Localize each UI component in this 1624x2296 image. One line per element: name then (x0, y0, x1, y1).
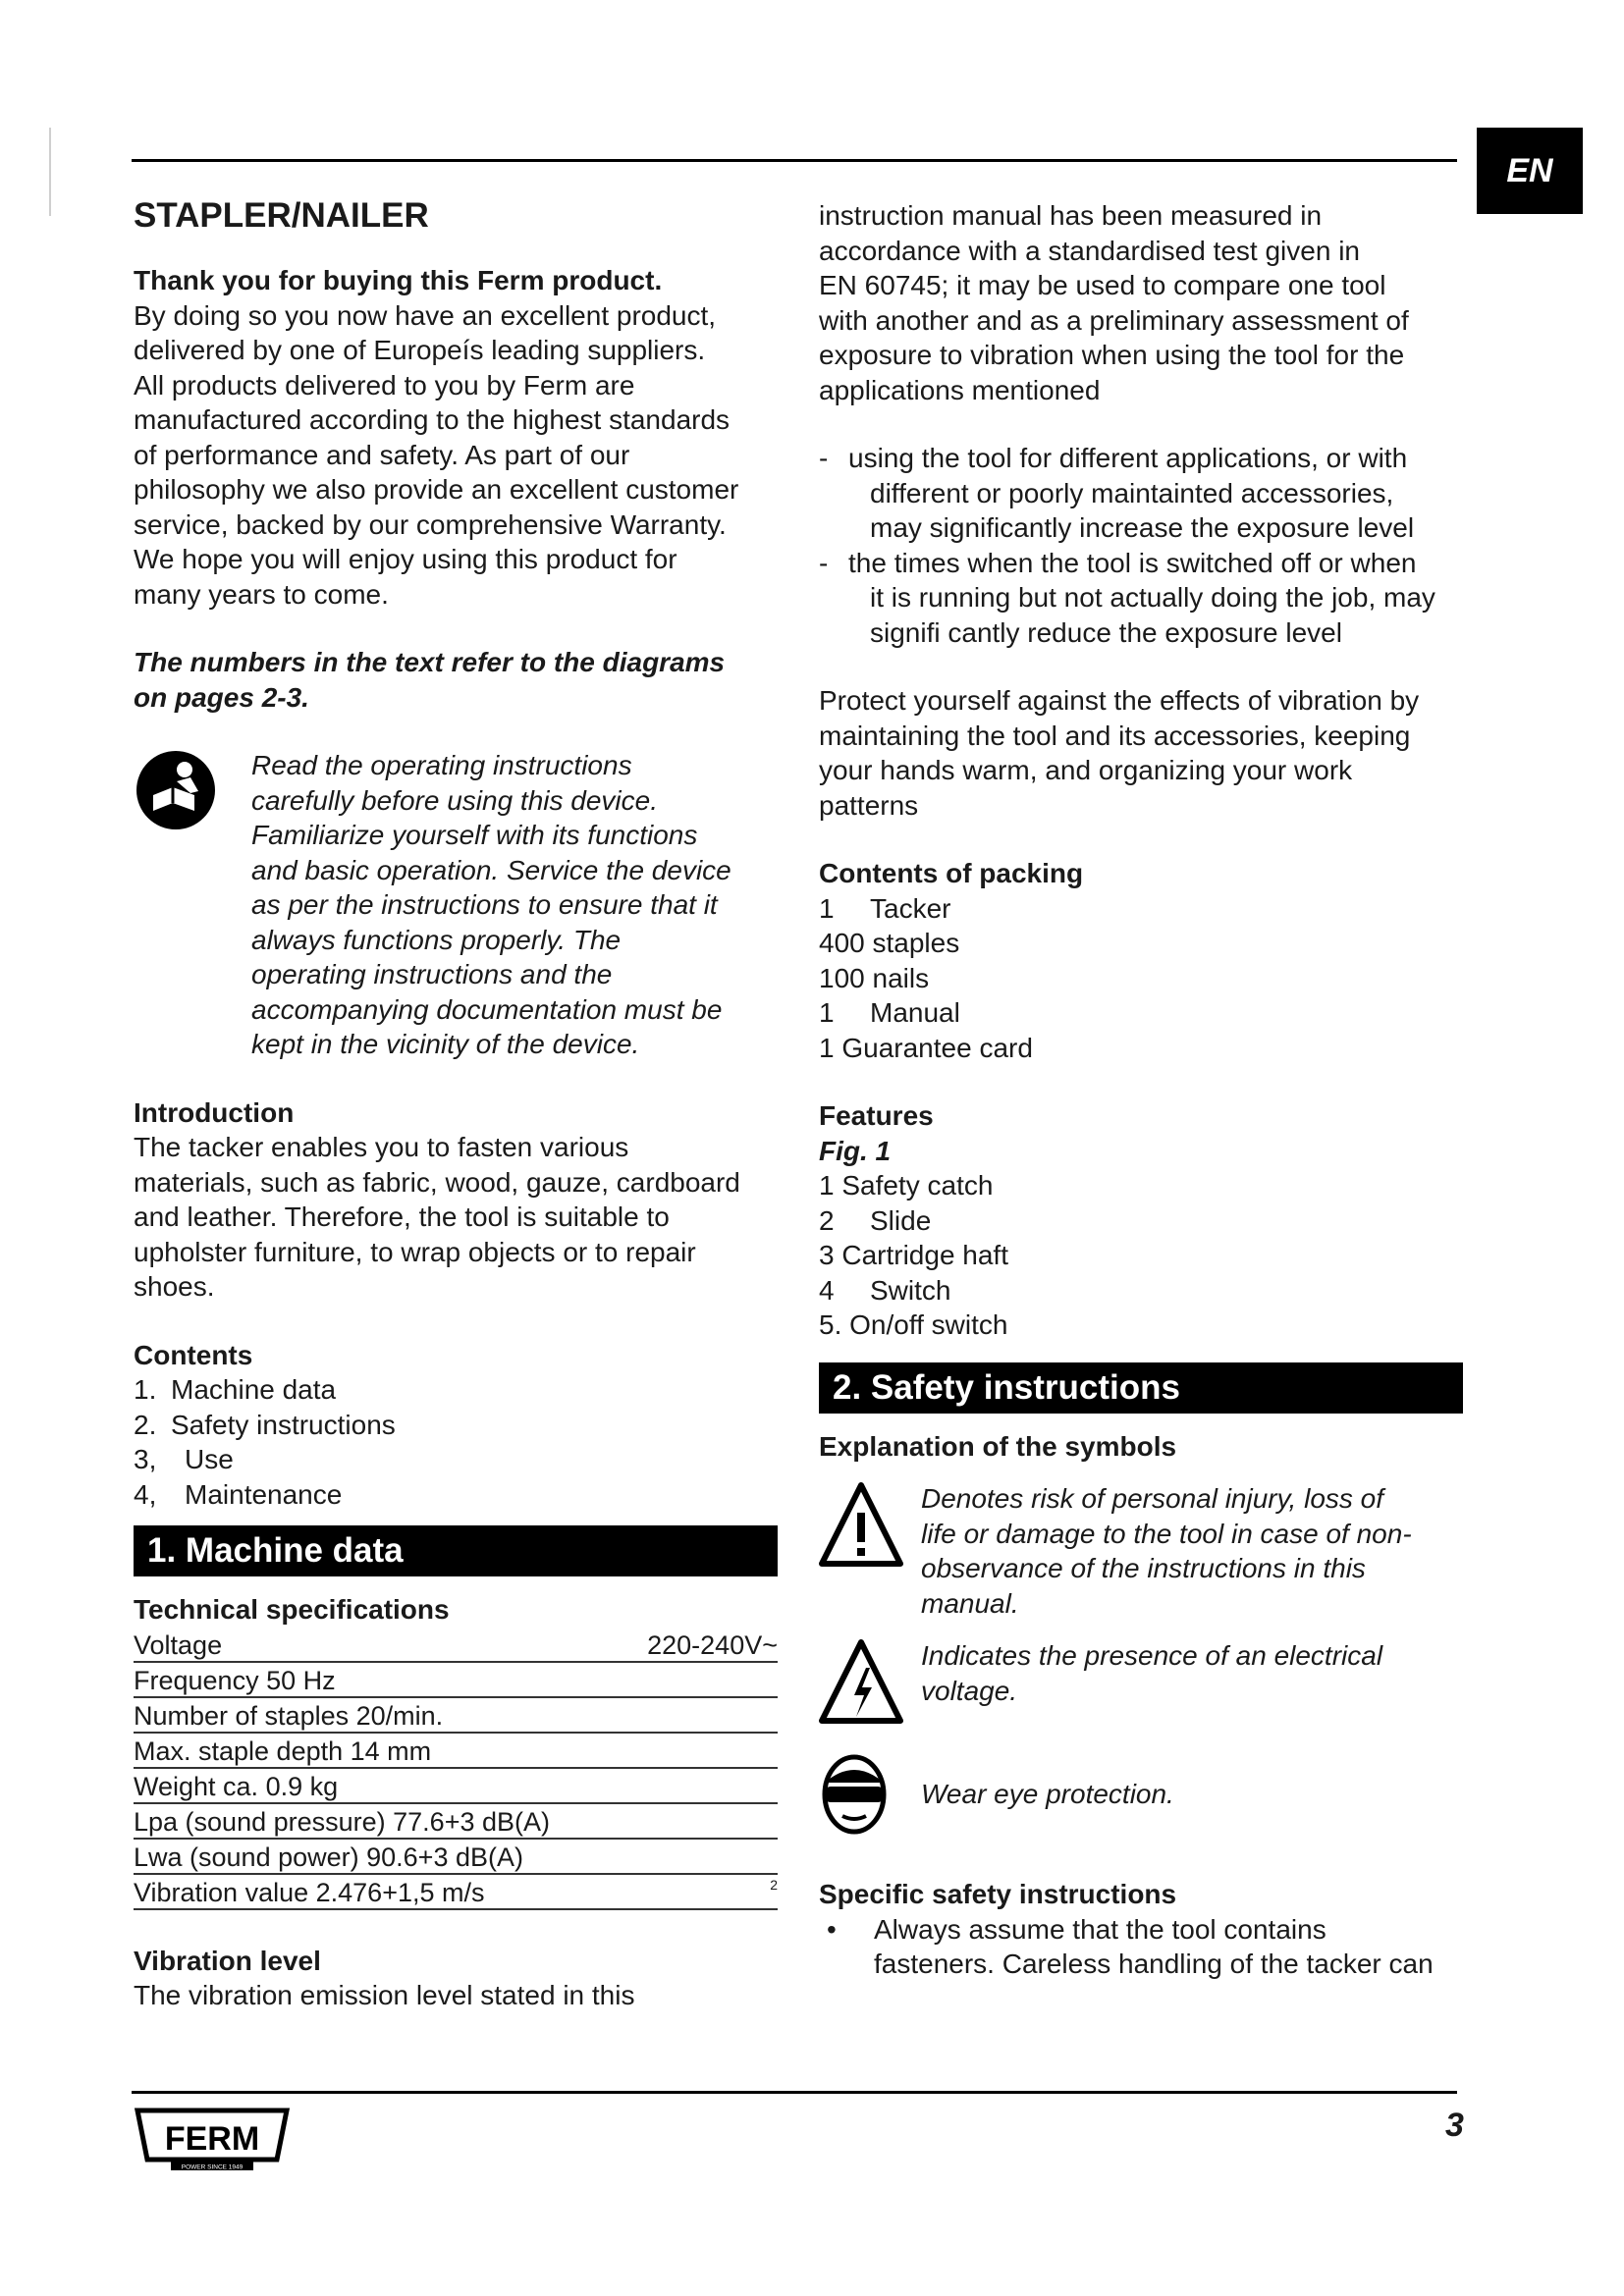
table-row: Lpa (sound pressure) 77.6+3 dB(A) (134, 1804, 778, 1840)
list-item: 400 staples (819, 928, 960, 958)
list-item: 4 Switch (819, 1274, 951, 1306)
introduction-heading: Introduction (134, 1096, 295, 1128)
list-item: 3, Use (134, 1444, 234, 1474)
table-row: Weight ca. 0.9 kg (134, 1769, 778, 1804)
symbols-heading: Explanation of the symbols (819, 1430, 1177, 1462)
margin-mark (49, 128, 51, 216)
tech-spec-heading: Technical specifications (134, 1594, 450, 1625)
list-item: 1 Safety catch (819, 1170, 994, 1201)
list-item: 1 Manual (819, 997, 960, 1028)
introduction-paragraph: The tacker enables you to fasten various materials, such as fabric, wood, gauze, cardboard and leather. Therefore, the tool is suitable to upholster furniture, to wrap objects or to repair shoes. (134, 1132, 740, 1302)
safety-section-bar: 2. Safety instructions (819, 1362, 1463, 1414)
list-item: 1 Guarantee card (819, 1032, 1033, 1063)
table-row: Vibration value 2.476+1,5 m/s 2 (134, 1875, 778, 1910)
packing-heading: Contents of packing (819, 858, 1084, 888)
diagram-note: The numbers in the text refer to the diagrams on pages 2-3. (134, 647, 726, 713)
read-manual-icon (134, 748, 251, 841)
vibration-text: The vibration emission level stated in this (134, 1980, 635, 2010)
table-row: Voltage 220-240V~ (134, 1628, 778, 1663)
page-title: STAPLER/NAILER (134, 196, 429, 235)
page-number: 3 (1445, 2107, 1464, 2144)
table-row: Frequency 50 Hz (134, 1663, 778, 1698)
list-item: 5. On/off switch (819, 1309, 1008, 1340)
list-item: 4, Maintenance (134, 1478, 343, 1510)
footer-rule (132, 2091, 1457, 2094)
list-item: 1 Tacker (819, 892, 951, 924)
symbol-warning (819, 1481, 1463, 1621)
vibration-heading: Vibration level (134, 1945, 321, 1976)
left-column (134, 194, 778, 2013)
electric-hazard-icon (819, 1638, 921, 1735)
table-row: Lwa (sound power) 90.6+3 dB(A) (134, 1840, 778, 1875)
specific-safety-heading: Specific safety instructions (819, 1879, 1177, 1909)
read-instructions-note (134, 748, 778, 1062)
list-item: - using the tool for different applications, or with different or poorly maintainted accessories, may significantly increase the exposure level (819, 443, 1415, 543)
list-item: 3 Cartridge haft (819, 1240, 1008, 1270)
electrical-text: Indicates the presence of an electrical voltage. (921, 1640, 1383, 1706)
symbol-eye-protection (819, 1753, 1463, 1844)
svg-text:FERM: FERM (164, 2120, 260, 2158)
right-column (819, 198, 1463, 1982)
list-item: - the times when the tool is switched off or when it is running but not actually doing the job, may signifi cantly reduce the exposure level (819, 547, 1435, 648)
list-item: 2. Safety instructions (134, 1409, 396, 1440)
ferm-logo (134, 2107, 291, 2178)
language-tab: EN (1477, 128, 1583, 214)
list-item: 1. Machine data (134, 1374, 337, 1405)
machine-data-section-bar: 1. Machine data (134, 1525, 778, 1576)
features-list (819, 1168, 1463, 1343)
features-heading: Features (819, 1100, 934, 1131)
thanks-heading: Thank you for buying this Ferm product. (134, 265, 663, 295)
protect-paragraph: Protect yourself against the effects of vibration by maintaining the tool and its accessories, keeping your hands warm, and organizing your work patterns (819, 685, 1420, 821)
warning-text: Denotes risk of personal injury, loss of life or damage to the tool in case of non- observance of the instructions in this manual. (921, 1483, 1412, 1619)
table-row: Max. staple depth 14 mm (134, 1734, 778, 1769)
warning-triangle-icon (819, 1481, 921, 1578)
bullet-icon: • (827, 1913, 837, 1945)
packing-list (819, 891, 1463, 1066)
header-rule (132, 159, 1457, 162)
figure-label: Fig. 1 (819, 1135, 892, 1166)
vibration-continued-paragraph: instruction manual has been measured in accordance with a standardised test given in EN 60745; it may be used to compare one tool with another and as a preliminary assessment of exposure to vibration when using the tool for the applications mentioned (819, 200, 1409, 405)
eye-protection-icon (819, 1753, 921, 1844)
contents-list (134, 1372, 778, 1512)
contents-heading: Contents (134, 1339, 253, 1370)
dash-list (819, 441, 1463, 650)
read-instructions-text: Read the operating instructions carefully before using this device. Familiarize yourself with its functions and basic operation. Service the device as per the instructions to ensure that it always functions properly. The operating instructions and the accompanying documentation must be kept in the vicinity of the device. (251, 750, 731, 1059)
symbol-electrical (819, 1638, 1463, 1735)
list-item: • Always assume that the tool contains fasteners. Careless handling of the tacker can (819, 1912, 1463, 1982)
list-item: 2 Slide (819, 1204, 932, 1236)
list-item: 100 nails (819, 962, 930, 993)
eye-protection-text: Wear eye protection. (921, 1778, 1174, 1809)
svg-text:POWER SINCE 1949: POWER SINCE 1949 (181, 2163, 244, 2171)
spec-table (134, 1628, 778, 1910)
table-row: Number of staples 20/min. (134, 1698, 778, 1734)
thanks-paragraph: By doing so you now have an excellent product, delivered by one of Europeís leading suppliers. All products delivered to you by Ferm are manufactured according to the highest standards of performance and safety. As part of our philosophy we also provide an excellent customer service, backed by our comprehensive Warranty. We hope you will enjoy using this product for many years to come. (134, 299, 739, 610)
